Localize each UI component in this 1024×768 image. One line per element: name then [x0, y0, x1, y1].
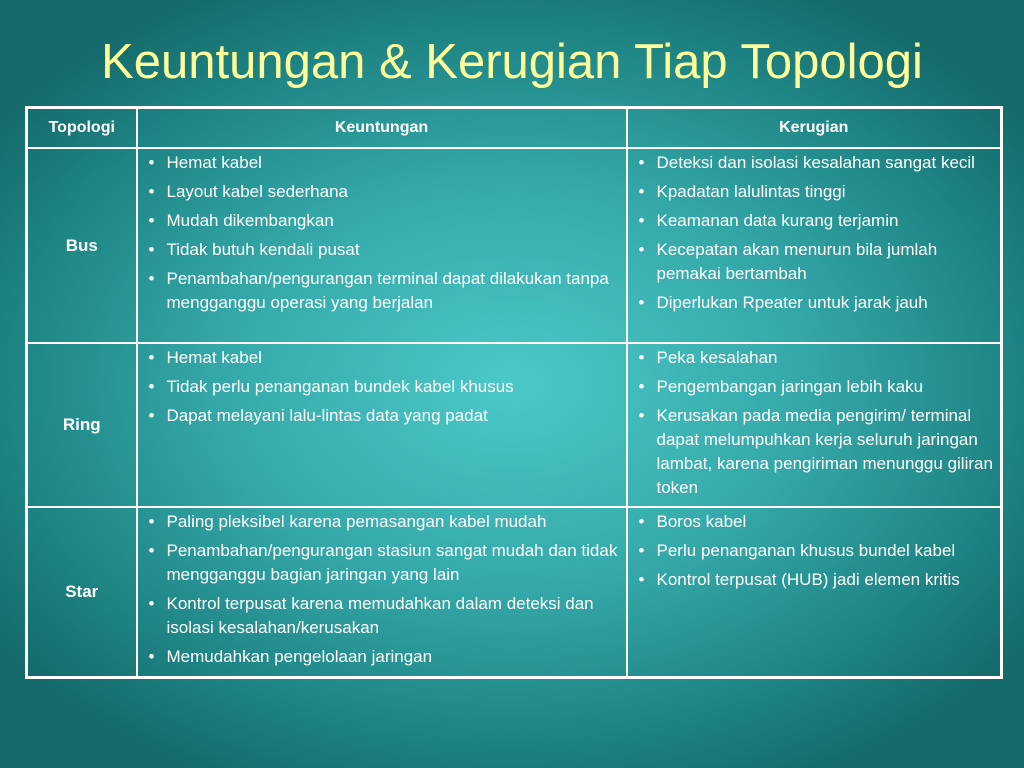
topology-name-ring: Ring [27, 343, 137, 507]
kerugian-cell-star [627, 507, 1002, 678]
list-item: • Deteksi dan isolasi kesalahan sangat kecil [634, 151, 995, 175]
list-item: • Kpadatan lalulintas tinggi [634, 180, 995, 204]
list-item: • Kontrol terpusat karena memudahkan dalam deteksi dan isolasi kesalahan/kerusakan [144, 592, 620, 640]
list-item: • Tidak perlu penanganan bundek kabel khusus [144, 375, 620, 399]
list-item: • Kecepatan akan menurun bila jumlah pemakai bertambah [634, 238, 995, 286]
list-item: • Pengembangan jaringan lebih kaku [634, 375, 995, 399]
keuntungan-cell-bus [137, 148, 627, 343]
list-item: • Penambahan/pengurangan terminal dapat dilakukan tanpa mengganggu operasi yang berjalan [144, 267, 620, 315]
list-item: • Kontrol terpusat (HUB) jadi elemen kritis [634, 568, 995, 592]
table-row-star [27, 507, 1002, 678]
topology-name-bus: Bus [27, 148, 137, 343]
list-item: • Hemat kabel [144, 346, 620, 370]
table-row-bus [27, 148, 1002, 343]
list-item: • Peka kesalahan [634, 346, 995, 370]
list-item: • Boros kabel [634, 510, 995, 534]
table-row-ring [27, 343, 1002, 507]
list-item: • Memudahkan pengelolaan jaringan [144, 645, 620, 669]
kerugian-cell-bus [627, 148, 1002, 343]
header-keuntungan: Keuntungan [137, 108, 627, 149]
kerugian-list-ring [634, 346, 995, 500]
list-item: • Penambahan/pengurangan stasiun sangat mudah dan tidak mengganggu bagian jaringan yang lain [144, 539, 620, 587]
slide-title: Keuntungan & Kerugian Tiap Topologi [101, 35, 923, 89]
list-item: • Kerusakan pada media pengirim/ terminal dapat melumpuhkan kerja seluruh jaringan lambat, karena pengiriman menunggu giliran token [634, 404, 995, 500]
topology-table [25, 106, 1003, 679]
keuntungan-list-star [144, 510, 620, 669]
list-item: • Diperlukan Rpeater untuk jarak jauh [634, 291, 995, 315]
keuntungan-list-bus [144, 151, 620, 315]
keuntungan-cell-star [137, 507, 627, 678]
list-item: • Mudah dikembangkan [144, 209, 620, 233]
list-item: • Layout kabel sederhana [144, 180, 620, 204]
keuntungan-list-ring [144, 346, 620, 428]
table-header-row [27, 108, 1002, 149]
kerugian-list-star [634, 510, 995, 592]
list-item: • Paling pleksibel karena pemasangan kabel mudah [144, 510, 620, 534]
list-item: • Dapat melayani lalu-lintas data yang padat [144, 404, 620, 428]
list-item: • Hemat kabel [144, 151, 620, 175]
header-kerugian: Kerugian [627, 108, 1002, 149]
list-item: • Tidak butuh kendali pusat [144, 238, 620, 262]
header-topologi: Topologi [27, 108, 137, 149]
keuntungan-cell-ring [137, 343, 627, 507]
topology-name-star: Star [27, 507, 137, 678]
list-item: • Keamanan data kurang terjamin [634, 209, 995, 233]
kerugian-list-bus [634, 151, 995, 315]
kerugian-cell-ring [627, 343, 1002, 507]
list-item: • Perlu penanganan khusus bundel kabel [634, 539, 995, 563]
